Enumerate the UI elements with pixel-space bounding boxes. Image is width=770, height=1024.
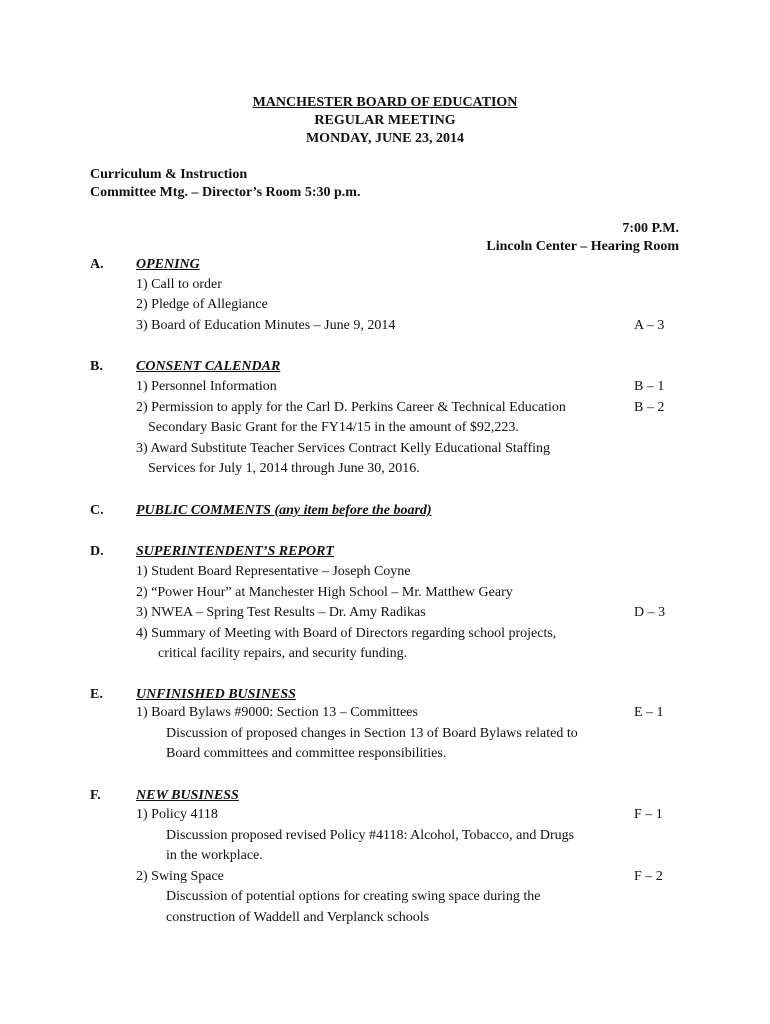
- item-description: Board committees and committee responsibilities.: [166, 746, 447, 761]
- item-description: Discussion of potential options for creating swing space during the: [166, 889, 541, 904]
- item-description: Discussion of proposed changes in Section 13 of Board Bylaws related to: [166, 726, 578, 741]
- meeting-date: MONDAY, JUNE 23, 2014: [305, 131, 465, 146]
- section-e-letter: E.: [90, 687, 103, 702]
- list-item: 2) Permission to apply for the Carl D. Perkins Career & Technical Education: [136, 400, 566, 415]
- attachment-ref: A – 3: [634, 318, 665, 333]
- list-item: 4) Summary of Meeting with Board of Directors regarding school projects,: [136, 626, 557, 641]
- section-b-heading: CONSENT CALENDAR: [136, 359, 281, 374]
- item-description: Discussion proposed revised Policy #4118: Alcohol, Tobacco, and Drugs: [166, 828, 575, 843]
- list-item: 3) Board of Education Minutes – June 9, 2014: [136, 318, 396, 333]
- list-item: 1) Policy 4118: [136, 807, 218, 822]
- attachment-ref: F – 2: [634, 869, 663, 884]
- list-item: 1) Call to order: [136, 277, 222, 292]
- list-item: 2) Pledge of Allegiance: [136, 297, 268, 312]
- section-c-letter: C.: [90, 503, 104, 518]
- attachment-ref: F – 1: [634, 807, 663, 822]
- section-f-heading: NEW BUSINESS: [136, 788, 239, 803]
- section-a-heading: OPENING: [136, 257, 200, 272]
- list-item-continuation: Secondary Basic Grant for the FY14/15 in the amount of $92,223.: [148, 420, 519, 435]
- attachment-ref: D – 3: [634, 605, 666, 620]
- list-item: 1) Personnel Information: [136, 379, 277, 394]
- committee-meeting: Committee Mtg. – Director’s Room 5:30 p.m.: [90, 185, 361, 200]
- list-item: 1) Board Bylaws #9000: Section 13 – Committees: [136, 705, 418, 720]
- section-d-letter: D.: [90, 544, 104, 559]
- attachment-ref: B – 2: [634, 400, 665, 415]
- section-f-letter: F.: [90, 788, 101, 803]
- list-item-continuation: critical facility repairs, and security funding.: [158, 646, 408, 661]
- attachment-ref: E – 1: [634, 705, 664, 720]
- meeting-location: Lincoln Center – Hearing Room: [486, 239, 679, 254]
- section-c-heading: PUBLIC COMMENTS (any item before the board): [136, 503, 432, 518]
- committee-name: Curriculum & Instruction: [90, 167, 248, 182]
- list-item: 1) Student Board Representative – Joseph Coyne: [136, 564, 411, 579]
- section-b-letter: B.: [90, 359, 103, 374]
- document-title: MANCHESTER BOARD OF EDUCATION: [252, 95, 518, 110]
- section-a-letter: A.: [90, 257, 104, 272]
- list-item: 3) Award Substitute Teacher Services Contract Kelly Educational Staffing: [136, 441, 550, 456]
- list-item: 2) Swing Space: [136, 869, 224, 884]
- section-e-heading: UNFINISHED BUSINESS: [136, 687, 296, 702]
- list-item-continuation: Services for July 1, 2014 through June 30, 2016.: [148, 461, 420, 476]
- item-description: in the workplace.: [166, 848, 263, 863]
- section-d-heading: SUPERINTENDENT’S REPORT: [136, 544, 334, 559]
- item-description: construction of Waddell and Verplanck schools: [166, 910, 430, 925]
- list-item: 2) “Power Hour” at Manchester High School – Mr. Matthew Geary: [136, 585, 513, 600]
- meeting-time: 7:00 P.M.: [622, 221, 679, 236]
- attachment-ref: B – 1: [634, 379, 665, 394]
- document-subtitle: REGULAR MEETING: [314, 113, 456, 128]
- list-item: 3) NWEA – Spring Test Results – Dr. Amy Radikas: [136, 605, 426, 620]
